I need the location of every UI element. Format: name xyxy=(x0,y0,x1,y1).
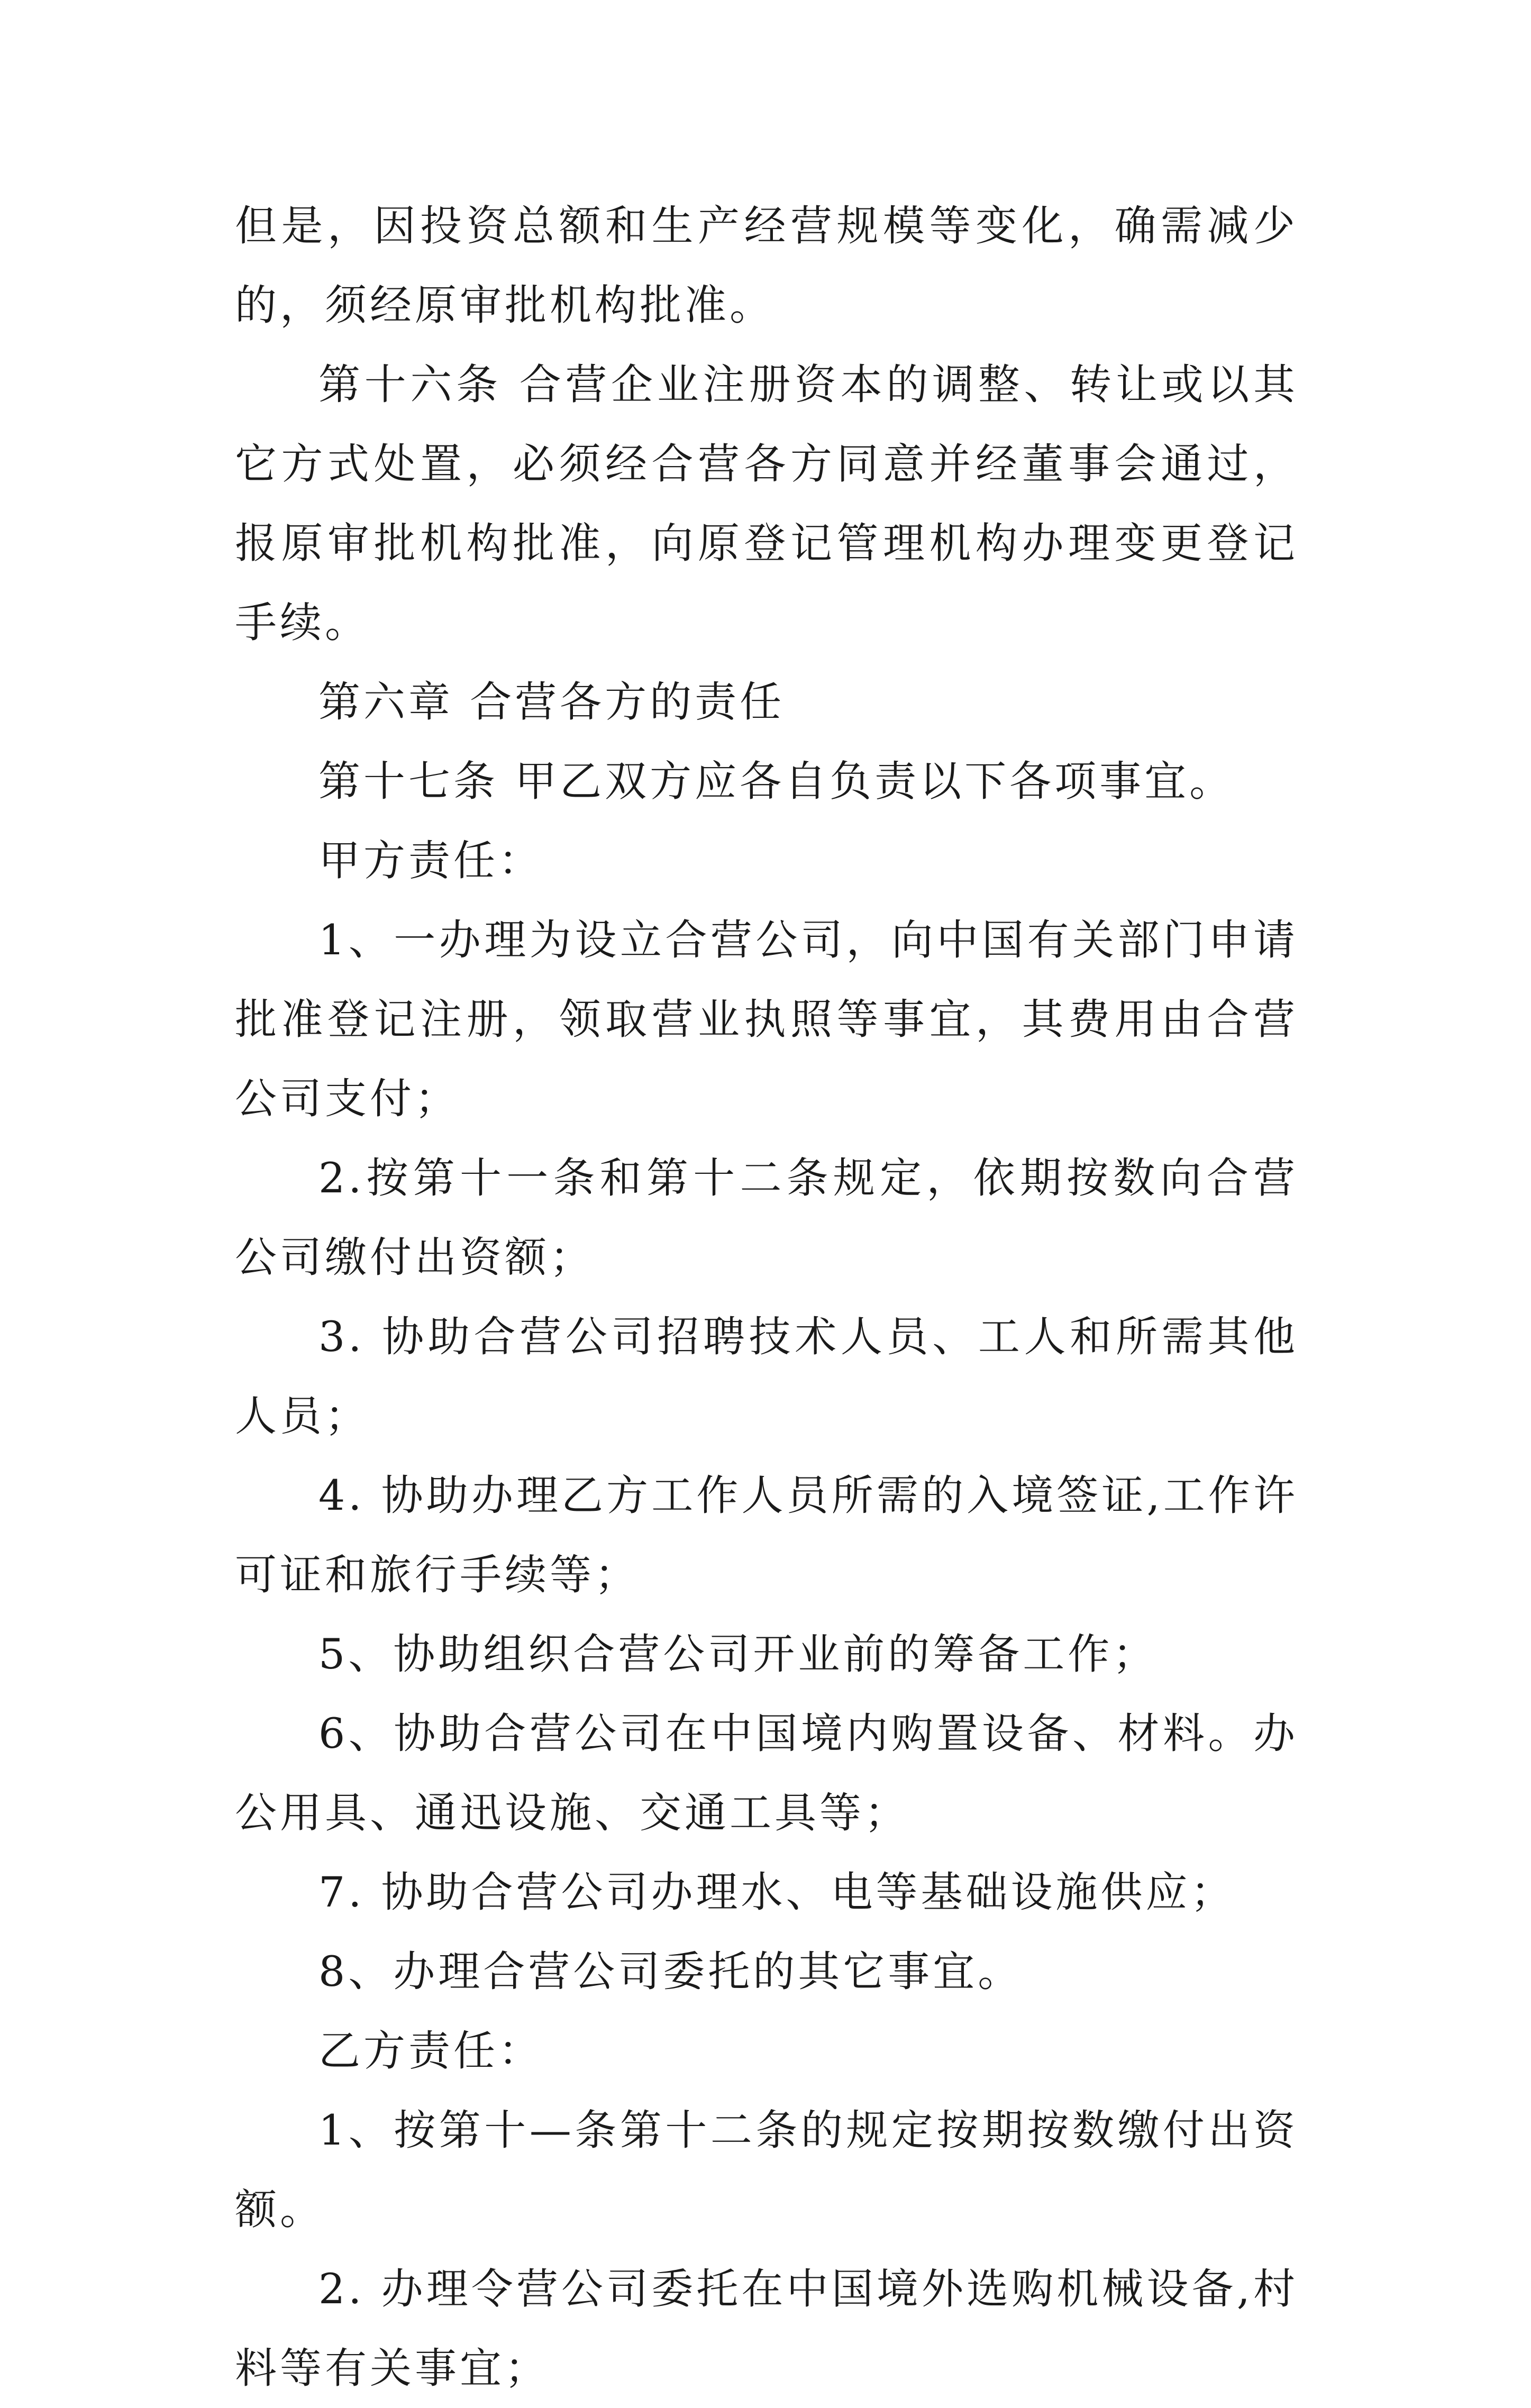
party-b-heading: 乙方责任： xyxy=(318,2027,543,2075)
party-a-item-2: 2.按第十一条和第十二条规定，依期按数向合营公司缴付出资额； xyxy=(235,1154,1298,1282)
paragraph-1: 但是，因投资总额和生产经营规模等变化，确需减少的，须经原审批机构批准。 xyxy=(235,202,1298,330)
party-a-item-7: 7. 协助合营公司办理水、电等基础设施供应； xyxy=(318,1868,1236,1917)
party-a-heading: 甲方责任： xyxy=(318,836,543,885)
document-body xyxy=(235,186,1298,2408)
party-a-item-1: 1、一办理为设立合营公司，向中国有关部门申请批准登记注册，领取营业执照等事宜，其费用由合营公司支付； xyxy=(235,916,1298,1123)
party-a-item-4: 4. 协助办理乙方工作人员所需的入境签证,工作许可证和旅行手续等； xyxy=(235,1471,1298,1599)
party-a-item-5: 5、协助组织合营公司开业前的筹备工作； xyxy=(318,1630,1158,1679)
article-16-paragraph: 第十六条 合营企业注册资本的调整、转让或以其它方式处置，必须经合营各方同意并经董事会通过，报原审批机构批准，向原登记管理机构办理变更登记手续。 xyxy=(235,360,1298,647)
party-b-item-2: 2. 办理令营公司委托在中国境外选购机械设备,村料等有关事宜； xyxy=(235,2265,1298,2393)
chapter-6-heading: 第六章 合营各方的责任 xyxy=(318,678,785,726)
party-a-item-6: 6、协助合营公司在中国境内购置设备、材料。办公用具、通迅设施、交通工具等； xyxy=(235,1709,1298,1837)
party-b-item-1: 1、按第十—条第十二条的规定按期按数缴付出资额。 xyxy=(235,2106,1298,2234)
article-17-heading: 第十七条 甲乙双方应各自负责以下各项事宜。 xyxy=(318,757,1235,806)
party-a-item-3: 3. 协助合营公司招聘技术人员、工人和所需其他人员； xyxy=(235,1312,1298,1440)
party-a-item-8: 8、办理合营公司委托的其它事宜。 xyxy=(318,1947,1023,1996)
